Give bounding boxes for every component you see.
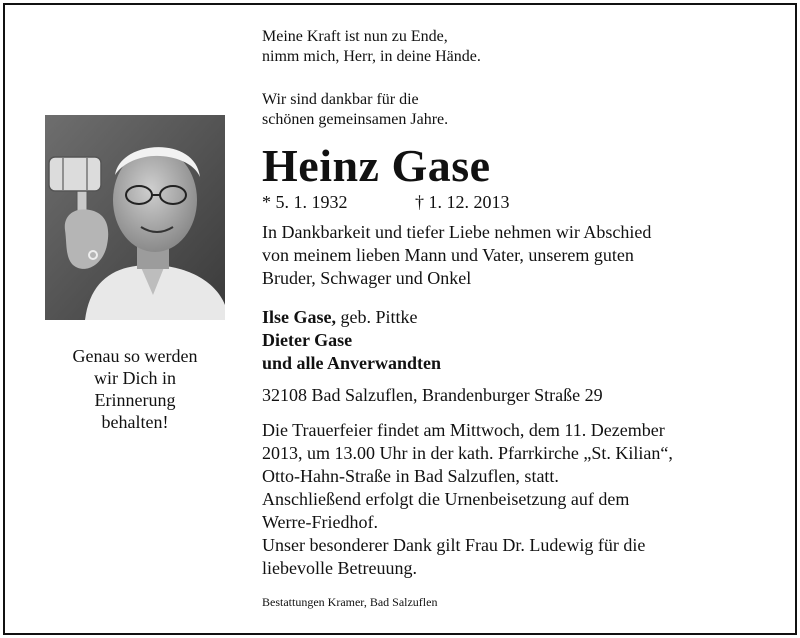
intro-text [262,221,651,290]
death-date: † 1. 12. 2013 [415,192,510,212]
verse-line: Wir sind dankbar für die [262,91,419,108]
verse-line: nimm mich, Herr, in deine Hände. [262,48,481,65]
funeral-home: Bestattungen Kramer, Bad Salzuflen [262,595,438,609]
caption-line: Erinnerung [94,390,176,410]
wife-name: Ilse Gase, [262,307,336,327]
intro-line: In Dankbarkeit und tiefer Liebe nehmen wir Abschied [262,222,652,242]
caption-line: wir Dich in [94,368,176,388]
verse-bottom [262,90,448,130]
service-line: Anschließend erfolgt die Urnenbeisetzung auf dem [262,489,630,509]
service-info [262,419,673,580]
caption-line: behalten! [101,412,169,432]
service-line: Werre-Friedhof. [262,512,378,532]
deceased-name: Heinz Gase [262,140,491,191]
verse-top [262,27,481,67]
signer-wife [262,306,441,329]
portrait-photo-drawing [45,115,225,320]
address [262,384,603,407]
service-line: liebevolle Betreuung. [262,558,417,578]
service-line: Otto-Hahn-Straße in Bad Salzuflen, statt. [262,466,559,486]
verse-line: Meine Kraft ist nun zu Ende, [262,28,448,45]
address-line: 32108 Bad Salzuflen, Brandenburger Straße 29 [262,385,603,405]
wife-maiden-name: geb. Pittke [340,307,418,327]
intro-line: Bruder, Schwager und Onkel [262,268,472,288]
intro-line: von meinem lieben Mann und Vater, unserem guten [262,245,634,265]
service-line: 2013, um 13.00 Uhr in der kath. Pfarrkirche „St. Kilian“, [262,443,673,463]
signer-son: Dieter Gase [262,330,353,350]
verse-line: schönen gemeinsamen Jahre. [262,111,449,128]
service-line: Die Trauerfeier findet am Mittwoch, dem 11. Dezember [262,420,665,440]
photo-caption [45,345,225,433]
caption-line: Genau so werden [72,346,198,366]
service-line: Unser besonderer Dank gilt Frau Dr. Ludewig für die [262,535,646,555]
mourners-list [262,306,441,375]
life-dates [262,190,510,214]
signer-relatives: und alle Anverwandten [262,353,442,373]
portrait-photo-icon [45,115,225,320]
birth-date: * 5. 1. 1932 [262,192,348,212]
